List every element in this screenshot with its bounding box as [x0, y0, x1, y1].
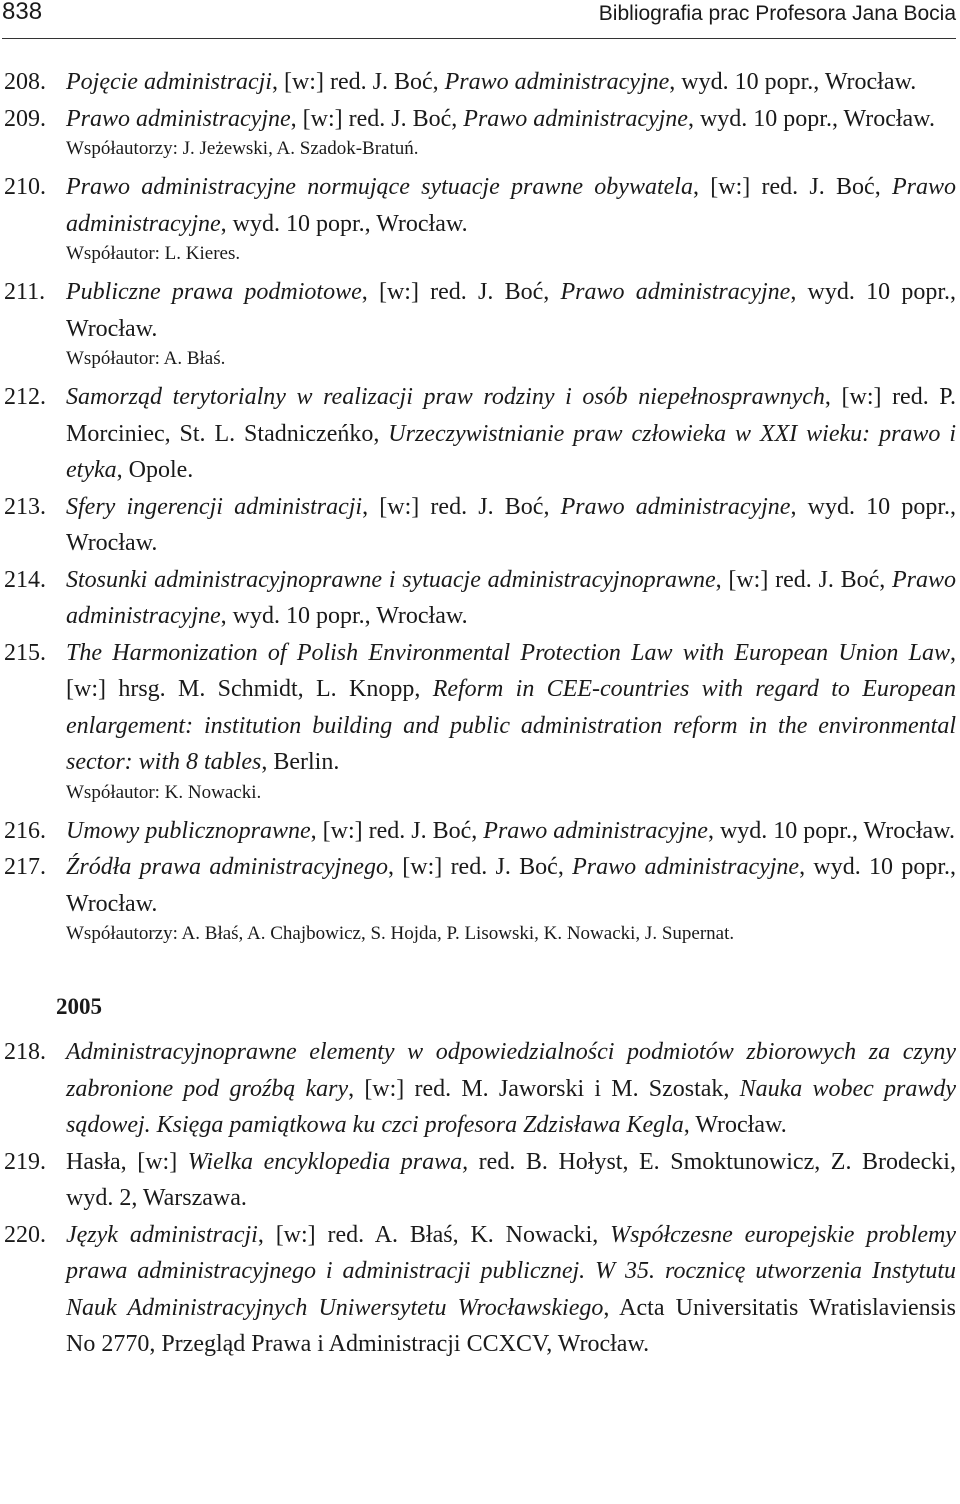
bibliography-entry [0, 635, 960, 781]
bibliography-entry [0, 101, 960, 138]
entry-title-italic: Prawo administracyjne [572, 854, 800, 880]
bibliography-entry [0, 274, 960, 347]
entry-number: 210. [4, 174, 46, 200]
entry-text: , Acta Universitatis Wratislaviensis No 2770, Przegląd Prawa i Administracji CCXCV, Wrocław. [66, 1294, 956, 1357]
entry-number: 220. [4, 1221, 46, 1248]
entry-text: , wyd. 10 popr., Wrocław. [669, 69, 917, 95]
entry-text: , Berlin. [261, 749, 340, 775]
bibliography-entry [0, 562, 960, 635]
entry-title-italic: Źródła prawa administracyjnego [66, 854, 388, 880]
entry-title-italic: Publiczne prawa podmiotowe [66, 279, 362, 305]
entry-title-italic: Administracyjnoprawne elementy w odpowiedzialności podmiotów zbiorowych za czyny zabronione pod groźbą kary [66, 1039, 956, 1102]
entry-title-italic: Reform in CEE-countries with regard to European enlargement: institution building and public administration reform in the environmental sector: with 8 tables [66, 676, 956, 775]
entry-text: , [w:] red. J. Boć, [361, 279, 561, 305]
entry-text: , Wrocław. [683, 1112, 787, 1138]
entry-title-italic: Prawo administracyjne [483, 817, 708, 844]
entry-title-italic: Prawo administracyjne [560, 493, 791, 520]
entry-text: , wyd. 10 popr., Wrocław. [687, 105, 935, 132]
entry-title-italic: Umowy publicznoprawne [66, 817, 311, 844]
bibliography-entry [0, 849, 960, 922]
entry-text: , [w:] red. J. Boć, [310, 817, 484, 844]
entry-number: 217. [4, 854, 46, 880]
entry-text: , [w:] red. J. Boć, [290, 105, 464, 132]
entry-text: , [w:] red. J. Boć, [715, 566, 892, 593]
entry-text: , [w:] red. J. Boć, [271, 69, 445, 95]
entry-number: 213. [4, 493, 46, 520]
entry-text: , [w:] red. M. Jaworski i M. Szostak, [348, 1075, 740, 1102]
entry-number: 211. [4, 279, 46, 305]
page-header [2, 0, 956, 39]
entry-number: 208. [4, 69, 46, 95]
entry-text: red. B. Hołyst, E. Smoktunowicz, Z. Brodecki, wyd. 2, Warszawa. [66, 1148, 956, 1211]
entry-number: 215. [4, 639, 46, 666]
entry-title-italic: Samorząd terytorialny w realizacji praw rodziny i osób niepełnosprawnych [66, 384, 825, 410]
entry-title-italic: Wielka encyklopedia prawa, [187, 1148, 469, 1175]
entry-title-italic: Prawo administracyjne [66, 174, 956, 237]
entry-title-italic: Nauka wobec prawdy sądowej. Księga pamiątkowa ku czci profesora Zdzisława Kegla [66, 1075, 956, 1138]
entry-title-italic: Stosunki administracyjnoprawne i sytuacje administracyjnoprawne [66, 566, 716, 593]
page-number: 838 [2, 0, 43, 25]
coauthors-note: Współautor: L. Kieres. [66, 243, 241, 264]
bibliography-entry [0, 169, 960, 242]
entry-text: , wyd. 10 popr., Wrocław. [220, 603, 468, 629]
entry-number: 218. [4, 1039, 46, 1065]
bibliography-entry [0, 489, 960, 562]
entry-title-italic: Urzeczywistnianie praw człowieka w XXI wieku: prawo i etyka [66, 420, 957, 483]
entry-text: , wyd. 10 popr., Wrocław. [707, 817, 955, 844]
running-head: Bibliografia prac Profesora Jana Bocia [598, 2, 956, 25]
entry-number: 216. [4, 817, 46, 844]
entry-title-italic: Sfery ingerencji administracji [66, 493, 363, 520]
year-heading: 2005 [56, 994, 102, 1019]
entry-text: , [w:] red. A. Błaś, K. Nowacki, [257, 1221, 611, 1248]
entry-text: , wyd. 10 popr., Wrocław. [66, 493, 956, 556]
entry-title-italic: Prawo administracyjne [66, 105, 291, 132]
coauthors-note: Współautorzy: A. Błaś, A. Chajbowicz, S. Hojda, P. Lisowski, K. Nowacki, J. Supernat. [66, 923, 735, 944]
entry-text: , [w:] hrsg. M. Schmidt, L. Knopp, [66, 639, 956, 702]
entry-title-italic: Pojęcie administracji [66, 69, 272, 95]
bibliography-entry [0, 64, 960, 101]
entry-title-italic: Prawo administracyjne [560, 279, 791, 305]
bibliography-entry [0, 813, 960, 850]
entry-text: , [w:] red. J. Boć, [692, 174, 892, 200]
coauthors-note: Współautor: K. Nowacki. [66, 781, 262, 803]
entry-text: , [w:] red. J. Boć, [362, 493, 561, 520]
bibliography-entry [0, 379, 960, 489]
entry-title-italic: Prawo administracyjne [463, 105, 688, 132]
entry-title-italic: Prawo administracyjne [444, 69, 670, 95]
entry-number: 212. [4, 384, 46, 410]
entry-title-italic: Prawo administracyjne [66, 566, 956, 629]
bibliography-entry [0, 1217, 960, 1363]
entry-number: 209. [4, 105, 46, 132]
bibliography-entry [0, 1144, 960, 1217]
entry-text: , wyd. 10 popr., Wrocław. [66, 854, 957, 917]
entry-title-italic: Język administracji [66, 1221, 258, 1248]
entry-text: , [w:] red. P. Morciniec, St. L. Stadniczeńko, [66, 384, 956, 447]
entries-2004 [0, 64, 960, 948]
entry-title-italic: Prawo administracyjne normujące sytuacje prawne obywatela [66, 174, 693, 200]
entry-title-italic: The Harmonization of Polish Environmental Protection Law with European Union Law [66, 639, 950, 666]
bibliography-entry [0, 1034, 960, 1144]
coauthors-note: Współautorzy: J. Jeżewski, A. Szadok-Bratuń. [66, 138, 419, 159]
entry-number: 214. [4, 566, 46, 593]
bibliography-list [0, 64, 960, 1363]
coauthors-note: Współautor: A. Błaś. [66, 348, 226, 369]
entry-text: , wyd. 10 popr., Wrocław. [220, 210, 468, 237]
entry-text: , Opole. [116, 457, 194, 483]
entries-2005 [0, 1034, 960, 1363]
entry-title-italic: Współczesne europejskie problemy prawa administracyjnego i administracji publicznej. W 35. rocznicę utworzenia Instytutu Nauk Administracyjnych Uniwersytetu Wrocławskiego [66, 1221, 957, 1321]
entry-text: , [w:] red. J. Boć, [387, 854, 573, 880]
entry-text: Hasła, [w:] [66, 1148, 188, 1175]
entry-number: 219. [4, 1148, 46, 1175]
entry-text: , wyd. 10 popr., Wrocław. [66, 279, 956, 342]
